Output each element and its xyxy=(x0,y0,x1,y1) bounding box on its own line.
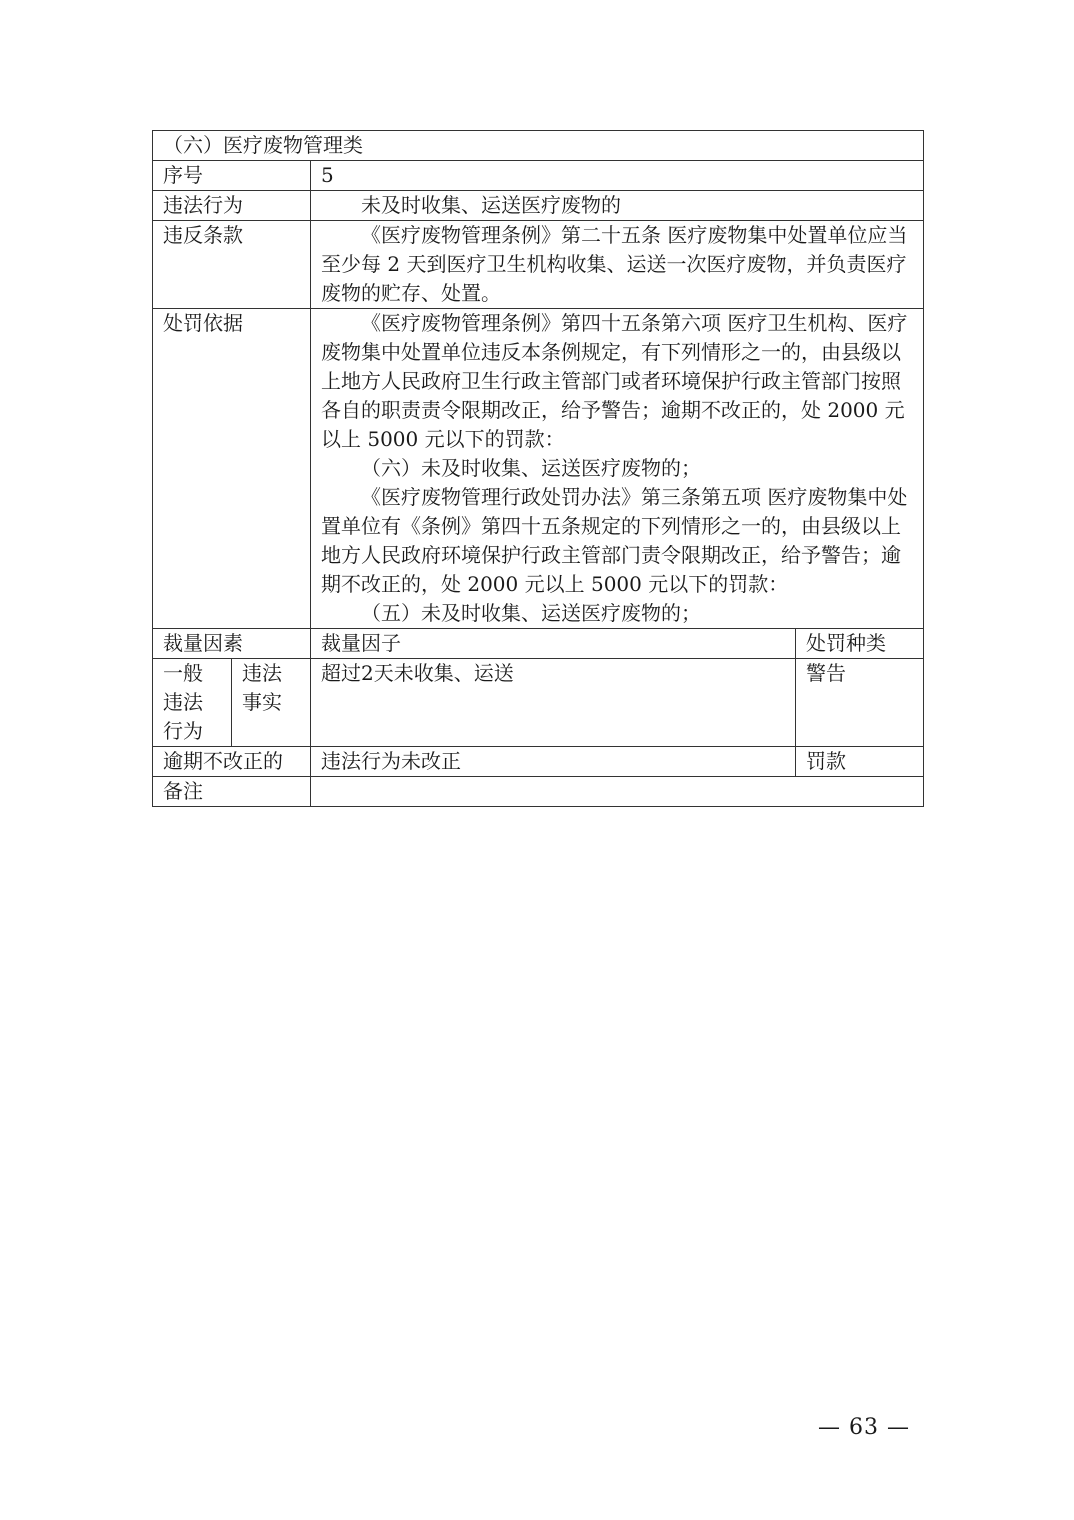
page-number: — 63 — xyxy=(818,1415,910,1440)
violated-clause-text: 《医疗废物管理条例》第二十五条 医疗废物集中处置单位应当至少每 2 天到医疗卫生机构收集、运送一次医疗废物，并负责医疗废物的贮存、处置。 xyxy=(321,223,908,305)
general-violation-label: 一般 违法 行为 xyxy=(153,659,232,747)
penalty-basis-paragraph: （五）未及时收集、运送医疗废物的； xyxy=(361,601,701,625)
remarks-label: 备注 xyxy=(153,777,311,807)
section-title-row xyxy=(153,131,924,161)
violated-clause-label: 违反条款 xyxy=(153,221,311,309)
remarks-value xyxy=(311,777,924,807)
overdue-penalty-value: 罚款 xyxy=(796,747,924,777)
section-title: （六）医疗废物管理类 xyxy=(153,131,924,161)
general-factor-value: 超过2天未收集、运送 xyxy=(311,659,796,747)
overdue-row xyxy=(153,747,924,777)
serial-label: 序号 xyxy=(153,161,311,191)
penalty-standard-table xyxy=(152,130,924,807)
discretion-header-row xyxy=(153,629,924,659)
remarks-row xyxy=(153,777,924,807)
violated-clause-value xyxy=(311,221,924,309)
penalty-basis-paragraph: （六）未及时收集、运送医疗废物的； xyxy=(361,456,701,480)
penalty-type-header: 处罚种类 xyxy=(796,629,924,659)
violation-row xyxy=(153,191,924,221)
illegal-fact-label: 违法 事实 xyxy=(232,659,311,747)
serial-value: 5 xyxy=(311,161,924,191)
discretion-factor-header: 裁量因子 xyxy=(311,629,796,659)
overdue-label: 逾期不改正的 xyxy=(153,747,311,777)
overdue-factor-value: 违法行为未改正 xyxy=(311,747,796,777)
violation-text: 未及时收集、运送医疗废物的 xyxy=(361,193,621,217)
violation-label: 违法行为 xyxy=(153,191,311,221)
violation-value xyxy=(311,191,924,221)
penalty-basis-paragraph: 《医疗废物管理行政处罚办法》第三条第五项 医疗废物集中处置单位有《条例》第四十五条规定的下列情形之一的，由县级以上地方人民政府环境保护行政主管部门责令限期改正，给予警告；逾期不改正的，处 2000 元以上 5000 元以下的罚款： xyxy=(321,485,908,596)
general-violation-row xyxy=(153,659,924,747)
violated-clause-row xyxy=(153,221,924,309)
penalty-basis-value xyxy=(311,309,924,629)
discretion-elements-header: 裁量因素 xyxy=(153,629,311,659)
penalty-basis-label: 处罚依据 xyxy=(153,309,311,629)
penalty-basis-paragraph: 《医疗废物管理条例》第四十五条第六项 医疗卫生机构、医疗废物集中处置单位违反本条例规定，有下列情形之一的，由县级以上地方人民政府卫生行政主管部门或者环境保护行政主管部门按照各自的职责责令限期改正，给予警告；逾期不改正的，处 2000 元以上 5000 元以下的罚款： xyxy=(321,311,908,451)
general-penalty-value: 警告 xyxy=(796,659,924,747)
penalty-basis-row xyxy=(153,309,924,629)
serial-row xyxy=(153,161,924,191)
